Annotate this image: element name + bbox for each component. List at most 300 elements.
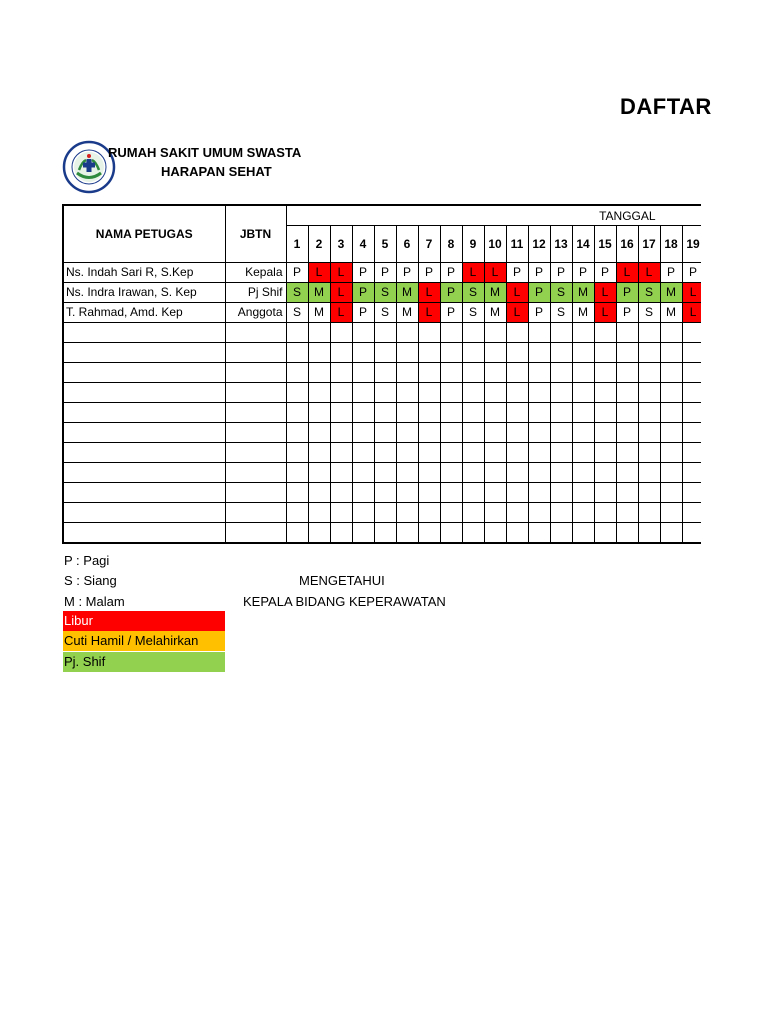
- shift-cell: [418, 443, 440, 463]
- staff-name: [63, 483, 225, 503]
- table-row: [63, 443, 701, 463]
- shift-cell: [286, 463, 308, 483]
- shift-cell: [396, 363, 418, 383]
- shift-cell: [660, 483, 682, 503]
- shift-cell: [418, 523, 440, 544]
- shift-cell: [440, 423, 462, 443]
- shift-cell: [638, 463, 660, 483]
- table-row: [63, 283, 701, 303]
- shift-cell: [396, 503, 418, 523]
- shift-cell: [660, 383, 682, 403]
- shift-cell: L: [462, 263, 484, 283]
- shift-cell: [528, 443, 550, 463]
- shift-cell: P: [396, 263, 418, 283]
- staff-position: [225, 443, 286, 463]
- table-row: [63, 343, 701, 363]
- shift-cell: [440, 403, 462, 423]
- shift-cell: [308, 483, 330, 503]
- shift-cell: [396, 323, 418, 343]
- shift-cell: P: [528, 263, 550, 283]
- shift-cell: [308, 503, 330, 523]
- shift-cell: [594, 403, 616, 423]
- staff-position: [225, 423, 286, 443]
- staff-position: Kepala: [225, 263, 286, 283]
- shift-cell: [286, 523, 308, 544]
- day-header: 6: [396, 226, 418, 263]
- shift-cell: S: [286, 283, 308, 303]
- shift-cell: [528, 383, 550, 403]
- shift-cell: [330, 323, 352, 343]
- shift-cell: L: [616, 263, 638, 283]
- day-header: 17: [638, 226, 660, 263]
- shift-cell: [616, 363, 638, 383]
- day-header: 15: [594, 226, 616, 263]
- shift-cell: [484, 523, 506, 544]
- shift-cell: [638, 483, 660, 503]
- shift-cell: [330, 383, 352, 403]
- day-header: 3: [330, 226, 352, 263]
- day-header: 11: [506, 226, 528, 263]
- staff-name: [63, 463, 225, 483]
- shift-cell: [418, 323, 440, 343]
- shift-cell: [374, 423, 396, 443]
- shift-cell: L: [594, 303, 616, 323]
- shift-cell: [462, 503, 484, 523]
- shift-cell: [440, 523, 462, 544]
- shift-cell: [330, 523, 352, 544]
- staff-name: [63, 343, 225, 363]
- shift-cell: [572, 383, 594, 403]
- staff-position: [225, 323, 286, 343]
- shift-cell: [330, 463, 352, 483]
- shift-cell: [506, 323, 528, 343]
- day-header: 8: [440, 226, 462, 263]
- shift-cell: [462, 403, 484, 423]
- hospital-subname: HARAPAN SEHAT: [161, 164, 272, 179]
- shift-cell: S: [462, 303, 484, 323]
- shift-cell: [352, 423, 374, 443]
- shift-cell: [528, 323, 550, 343]
- shift-cell: M: [660, 303, 682, 323]
- shift-cell: [682, 363, 701, 383]
- shift-cell: [616, 423, 638, 443]
- shift-cell: [396, 463, 418, 483]
- shift-cell: [616, 523, 638, 544]
- col-header-name: NAMA PETUGAS: [63, 205, 225, 263]
- shift-cell: [550, 443, 572, 463]
- shift-cell: [308, 463, 330, 483]
- col-header-date: TANGGAL: [286, 205, 701, 226]
- shift-cell: [308, 423, 330, 443]
- shift-cell: [550, 383, 572, 403]
- shift-cell: [616, 463, 638, 483]
- shift-cell: L: [594, 283, 616, 303]
- shift-cell: [638, 323, 660, 343]
- shift-cell: L: [418, 303, 440, 323]
- shift-cell: [506, 343, 528, 363]
- shift-cell: [550, 523, 572, 544]
- shift-cell: [330, 343, 352, 363]
- shift-cell: [594, 463, 616, 483]
- staff-name: [63, 423, 225, 443]
- shift-cell: [352, 443, 374, 463]
- table-row: [63, 363, 701, 383]
- shift-cell: [374, 443, 396, 463]
- shift-cell: L: [484, 263, 506, 283]
- table-row: [63, 383, 701, 403]
- staff-position: Pj Shif: [225, 283, 286, 303]
- shift-cell: [506, 503, 528, 523]
- shift-cell: [462, 483, 484, 503]
- shift-cell: [528, 363, 550, 383]
- shift-cell: [572, 343, 594, 363]
- shift-cell: [682, 503, 701, 523]
- shift-cell: [374, 363, 396, 383]
- roster-table: [62, 204, 701, 544]
- staff-name: [63, 523, 225, 544]
- table-row: [63, 263, 701, 283]
- shift-cell: P: [352, 303, 374, 323]
- shift-cell: [352, 343, 374, 363]
- legend-malam: M : Malam: [64, 594, 125, 609]
- staff-name: [63, 403, 225, 423]
- shift-cell: P: [660, 263, 682, 283]
- shift-cell: S: [374, 283, 396, 303]
- shift-cell: [418, 483, 440, 503]
- shift-cell: [528, 503, 550, 523]
- shift-cell: [374, 323, 396, 343]
- shift-cell: [550, 343, 572, 363]
- shift-cell: [682, 323, 701, 343]
- shift-cell: [550, 403, 572, 423]
- shift-cell: [330, 483, 352, 503]
- shift-cell: P: [572, 263, 594, 283]
- shift-cell: [286, 443, 308, 463]
- staff-name: [63, 323, 225, 343]
- shift-cell: [660, 523, 682, 544]
- shift-cell: [396, 343, 418, 363]
- staff-position: [225, 383, 286, 403]
- shift-cell: [550, 503, 572, 523]
- roster-table-viewport: [62, 204, 701, 551]
- shift-cell: [528, 343, 550, 363]
- shift-cell: [484, 483, 506, 503]
- shift-cell: [374, 463, 396, 483]
- shift-cell: P: [440, 283, 462, 303]
- shift-cell: [638, 523, 660, 544]
- shift-cell: M: [660, 283, 682, 303]
- shift-cell: [616, 403, 638, 423]
- shift-cell: M: [396, 283, 418, 303]
- table-row: [63, 403, 701, 423]
- table-row: [63, 463, 701, 483]
- shift-cell: [660, 443, 682, 463]
- shift-cell: P: [616, 303, 638, 323]
- shift-cell: [638, 443, 660, 463]
- shift-cell: [352, 403, 374, 423]
- shift-cell: [308, 343, 330, 363]
- shift-cell: [594, 423, 616, 443]
- shift-cell: M: [484, 303, 506, 323]
- shift-cell: [660, 363, 682, 383]
- shift-cell: [374, 483, 396, 503]
- shift-cell: [308, 383, 330, 403]
- day-header: 19: [682, 226, 701, 263]
- shift-cell: [682, 483, 701, 503]
- shift-cell: M: [484, 283, 506, 303]
- shift-cell: [286, 343, 308, 363]
- shift-cell: L: [682, 283, 701, 303]
- shift-cell: [506, 423, 528, 443]
- shift-cell: [616, 343, 638, 363]
- shift-cell: [550, 483, 572, 503]
- shift-cell: [660, 423, 682, 443]
- shift-cell: [638, 343, 660, 363]
- shift-cell: [462, 383, 484, 403]
- shift-cell: [572, 363, 594, 383]
- shift-cell: [440, 443, 462, 463]
- shift-cell: L: [506, 303, 528, 323]
- shift-cell: M: [572, 283, 594, 303]
- staff-position: [225, 523, 286, 544]
- shift-cell: [308, 363, 330, 383]
- shift-cell: L: [682, 303, 701, 323]
- header-row-1: [63, 205, 701, 226]
- shift-cell: M: [308, 303, 330, 323]
- shift-cell: P: [506, 263, 528, 283]
- shift-cell: L: [418, 283, 440, 303]
- shift-cell: [286, 323, 308, 343]
- day-header: 7: [418, 226, 440, 263]
- shift-cell: S: [286, 303, 308, 323]
- table-row: [63, 303, 701, 323]
- shift-cell: [506, 483, 528, 503]
- shift-cell: P: [594, 263, 616, 283]
- shift-cell: [396, 483, 418, 503]
- shift-cell: P: [682, 263, 701, 283]
- shift-cell: [616, 483, 638, 503]
- shift-cell: [528, 483, 550, 503]
- shift-cell: [638, 403, 660, 423]
- shift-cell: [660, 343, 682, 363]
- shift-cell: [484, 503, 506, 523]
- shift-cell: [418, 503, 440, 523]
- shift-cell: [638, 383, 660, 403]
- staff-position: [225, 343, 286, 363]
- shift-cell: P: [440, 303, 462, 323]
- shift-cell: P: [440, 263, 462, 283]
- shift-cell: [682, 383, 701, 403]
- staff-name: [63, 503, 225, 523]
- day-header: 9: [462, 226, 484, 263]
- shift-cell: [440, 363, 462, 383]
- shift-cell: [374, 343, 396, 363]
- shift-cell: [308, 443, 330, 463]
- shift-cell: [682, 423, 701, 443]
- col-header-jbtn: JBTN: [225, 205, 286, 263]
- shift-cell: [418, 363, 440, 383]
- hospital-name: RUMAH SAKIT UMUM SWASTA: [108, 145, 302, 160]
- staff-position: Anggota: [225, 303, 286, 323]
- shift-cell: [462, 523, 484, 544]
- shift-cell: [352, 383, 374, 403]
- staff-position: [225, 503, 286, 523]
- shift-cell: [462, 443, 484, 463]
- legend-cuti: Cuti Hamil / Melahirkan: [63, 631, 225, 651]
- shift-cell: [286, 383, 308, 403]
- shift-cell: [286, 363, 308, 383]
- shift-cell: [352, 463, 374, 483]
- shift-cell: P: [352, 263, 374, 283]
- shift-cell: [286, 483, 308, 503]
- shift-cell: [660, 323, 682, 343]
- staff-name: Ns. Indra Irawan, S. Kep: [63, 283, 225, 303]
- shift-cell: M: [396, 303, 418, 323]
- shift-cell: [440, 503, 462, 523]
- shift-cell: [352, 363, 374, 383]
- shift-cell: [396, 403, 418, 423]
- shift-cell: [374, 403, 396, 423]
- shift-cell: [286, 403, 308, 423]
- shift-cell: [572, 423, 594, 443]
- shift-cell: [594, 523, 616, 544]
- shift-cell: L: [330, 283, 352, 303]
- shift-cell: [286, 503, 308, 523]
- day-header: 4: [352, 226, 374, 263]
- shift-cell: [506, 463, 528, 483]
- shift-cell: [682, 343, 701, 363]
- legend-siang: S : Siang: [64, 573, 117, 588]
- page-title: DAFTAR: [620, 94, 712, 119]
- shift-cell: [572, 523, 594, 544]
- shift-cell: [484, 443, 506, 463]
- shift-cell: [682, 463, 701, 483]
- day-header: 14: [572, 226, 594, 263]
- shift-cell: [374, 383, 396, 403]
- shift-cell: [418, 403, 440, 423]
- day-header: 18: [660, 226, 682, 263]
- shift-cell: [506, 443, 528, 463]
- shift-cell: P: [528, 283, 550, 303]
- shift-cell: [660, 503, 682, 523]
- shift-cell: [550, 323, 572, 343]
- shift-cell: [418, 463, 440, 483]
- staff-position: [225, 403, 286, 423]
- shift-cell: [660, 463, 682, 483]
- shift-cell: [616, 503, 638, 523]
- day-header: 2: [308, 226, 330, 263]
- shift-cell: [594, 323, 616, 343]
- shift-cell: P: [374, 263, 396, 283]
- shift-cell: P: [528, 303, 550, 323]
- shift-cell: [572, 503, 594, 523]
- shift-cell: [550, 423, 572, 443]
- shift-cell: [528, 463, 550, 483]
- shift-cell: [682, 443, 701, 463]
- shift-cell: [374, 523, 396, 544]
- shift-cell: [418, 383, 440, 403]
- shift-cell: [572, 323, 594, 343]
- shift-cell: [484, 363, 506, 383]
- shift-cell: [396, 423, 418, 443]
- shift-cell: [572, 483, 594, 503]
- shift-cell: S: [550, 303, 572, 323]
- shift-cell: [418, 423, 440, 443]
- shift-cell: [528, 423, 550, 443]
- shift-cell: [396, 443, 418, 463]
- shift-cell: P: [550, 263, 572, 283]
- approval-label: MENGETAHUI: [299, 573, 385, 588]
- shift-cell: [418, 343, 440, 363]
- day-header: 1: [286, 226, 308, 263]
- shift-cell: [572, 443, 594, 463]
- shift-cell: [638, 423, 660, 443]
- shift-cell: [440, 463, 462, 483]
- shift-cell: [572, 403, 594, 423]
- shift-cell: [330, 403, 352, 423]
- shift-cell: [594, 383, 616, 403]
- shift-cell: L: [638, 263, 660, 283]
- shift-cell: L: [506, 283, 528, 303]
- shift-cell: [440, 323, 462, 343]
- shift-cell: [396, 383, 418, 403]
- shift-cell: S: [550, 283, 572, 303]
- shift-cell: [484, 343, 506, 363]
- shift-cell: [550, 463, 572, 483]
- shift-cell: [506, 363, 528, 383]
- table-row: [63, 423, 701, 443]
- day-header: 16: [616, 226, 638, 263]
- shift-cell: [528, 523, 550, 544]
- day-header: 12: [528, 226, 550, 263]
- shift-cell: [594, 443, 616, 463]
- shift-cell: [572, 463, 594, 483]
- shift-cell: [660, 403, 682, 423]
- shift-cell: [462, 423, 484, 443]
- shift-cell: [462, 323, 484, 343]
- staff-name: T. Rahmad, Amd. Kep: [63, 303, 225, 323]
- shift-cell: [440, 383, 462, 403]
- shift-cell: [594, 503, 616, 523]
- shift-cell: S: [638, 303, 660, 323]
- shift-cell: P: [352, 283, 374, 303]
- shift-cell: [594, 363, 616, 383]
- table-row: [63, 523, 701, 544]
- shift-cell: [594, 483, 616, 503]
- shift-cell: [286, 423, 308, 443]
- shift-cell: S: [374, 303, 396, 323]
- table-row: [63, 323, 701, 343]
- shift-cell: [594, 343, 616, 363]
- shift-cell: [506, 403, 528, 423]
- legend-pj-shif: Pj. Shif: [63, 652, 225, 672]
- shift-cell: [352, 523, 374, 544]
- shift-cell: [330, 443, 352, 463]
- shift-cell: [396, 523, 418, 544]
- shift-cell: [616, 323, 638, 343]
- day-header: 5: [374, 226, 396, 263]
- shift-cell: [616, 443, 638, 463]
- shift-cell: [638, 503, 660, 523]
- shift-cell: [352, 483, 374, 503]
- shift-cell: [506, 383, 528, 403]
- shift-cell: [440, 343, 462, 363]
- shift-cell: [682, 523, 701, 544]
- shift-cell: M: [308, 283, 330, 303]
- staff-name: [63, 383, 225, 403]
- shift-cell: [616, 383, 638, 403]
- staff-position: [225, 463, 286, 483]
